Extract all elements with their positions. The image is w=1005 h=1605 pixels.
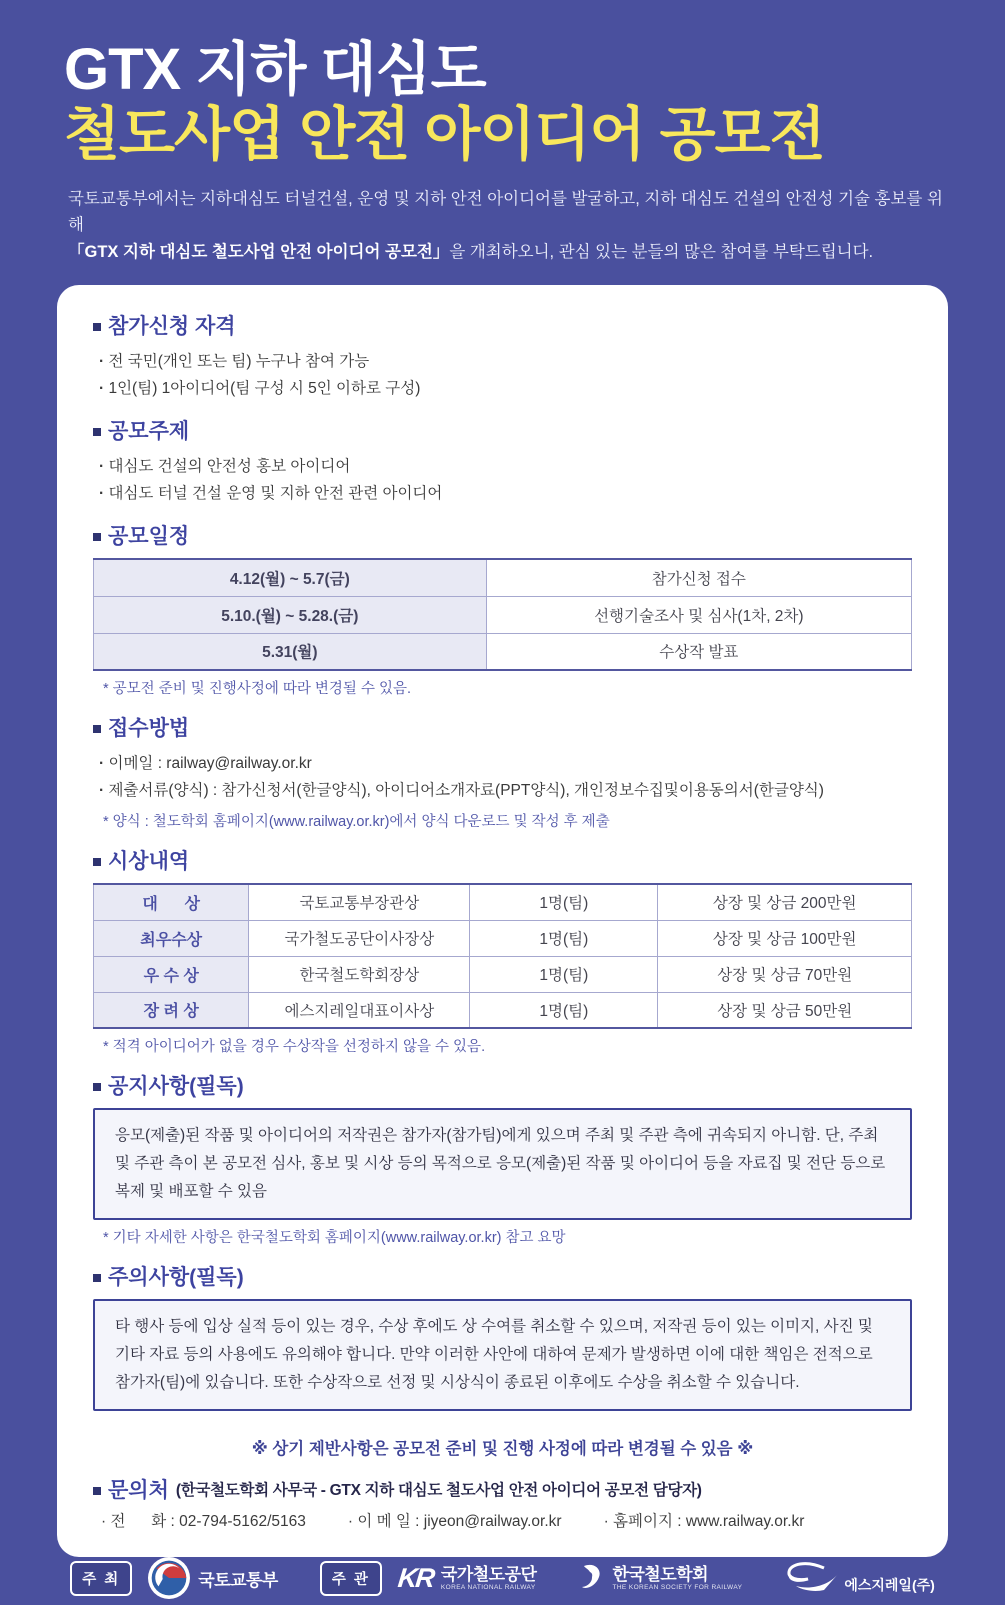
intro-contest-name: 「GTX 지하 대심도 철도사업 안전 아이디어 공모전」 <box>68 242 450 261</box>
list-item: · 1인(팀) 1아이디어(팀 구성 시 5인 이하로 구성) <box>99 375 912 402</box>
notice-box: 응모(제출)된 작품 및 아이디어의 저작권은 참가자(참가팀)에게 있으며 주최 및 주관 측에 귀속되지 아니함. 단, 주최 및 주관 측이 본 공모전 심사, 홍보 및 시상 등의 목적으로 응모(제출)된 작품 및 아이디어 등을 자료집 및 전단 등으로 복제 및 배포할 수 있음 <box>93 1108 912 1220</box>
notice-heading <box>93 1075 912 1099</box>
award-row <box>94 956 912 992</box>
section-awards <box>93 850 912 1057</box>
prize-cell: 에스지레일대표이사상 <box>249 992 470 1028</box>
ksr-swoosh-icon <box>578 1563 604 1593</box>
content-card <box>57 285 948 1557</box>
contact-title: 문의처 <box>108 1479 169 1503</box>
grade-cell: 최우수상 <box>94 920 249 956</box>
eligibility-list <box>93 348 912 402</box>
awards-table <box>93 883 912 1029</box>
contact-email: · 이 메 일 : jiyeon@railway.or.kr <box>347 1513 562 1531</box>
reward-cell: 상장 및 상금 50만원 <box>658 992 912 1028</box>
grade-cell: 우 수 상 <box>94 956 249 992</box>
awards-note: * 적격 아이디어가 없을 경우 수상작을 선정하지 않을 수 있음. <box>103 1039 486 1056</box>
apply-documents: · 제출서류(양식) : 참가신청서(한글양식), 아이디어소개자료(PPT양식), 개인정보수집및이용동의서(한글양식) <box>99 777 912 804</box>
reward-cell: 상장 및 상금 200만원 <box>658 884 912 920</box>
contact-homepage: · 홈페이지 : www.railway.or.kr <box>603 1513 805 1531</box>
poster-title-line2: 철도사업 안전 아이디어 공모전 <box>64 101 825 167</box>
square-bullet-icon <box>93 858 101 866</box>
schedule-row <box>94 559 912 596</box>
event-cell: 참가신청 접수 <box>486 559 911 596</box>
intro-paragraph <box>64 186 948 265</box>
section-schedule <box>93 525 912 699</box>
schedule-table <box>93 558 912 671</box>
schedule-note: * 공모전 준비 및 진행사정에 따라 변경될 수 있음. <box>103 681 412 698</box>
section-caution <box>93 1266 912 1411</box>
contact-row <box>93 1509 912 1531</box>
apply-list <box>93 750 912 804</box>
molit-name: 국토교통부 <box>198 1570 278 1590</box>
awards-heading <box>93 850 912 874</box>
poster-title-line1: GTX 지하 대심도 <box>64 37 486 102</box>
apply-email: · 이메일 : railway@railway.or.kr <box>99 750 912 777</box>
ksr-name: 한국철도학회 <box>612 1564 708 1584</box>
knr-name: 국가철도공단 <box>440 1564 537 1584</box>
knr-logo <box>398 1563 537 1594</box>
square-bullet-icon <box>93 1083 101 1091</box>
schedule-row <box>94 633 912 670</box>
award-row <box>94 992 912 1028</box>
notice-note: * 기타 자세한 사항은 한국철도학회 홈페이지(www.railway.or.kr) 참고 요망 <box>103 1230 566 1247</box>
sgrail-name: 에스지레일(주) <box>844 1577 935 1594</box>
square-bullet-icon <box>93 1487 101 1495</box>
apply-title: 접수방법 <box>108 717 190 741</box>
awards-title: 시상내역 <box>108 850 190 874</box>
eligibility-title: 참가신청 자격 <box>108 315 236 339</box>
host-badge: 주 최 <box>70 1561 132 1596</box>
square-bullet-icon <box>93 323 101 331</box>
reward-cell: 상장 및 상금 100만원 <box>658 920 912 956</box>
square-bullet-icon <box>93 428 101 436</box>
intro-line2-rest: 을 개최하오니, 관심 있는 분들의 많은 참여를 부탁드립니다. <box>449 242 874 261</box>
event-cell: 선행기술조사 및 심사(1차, 2차) <box>486 596 911 633</box>
period-cell: 4.12(월) ~ 5.7(금) <box>94 559 487 596</box>
molit-logo <box>148 1557 278 1599</box>
apply-note: * 양식 : 철도학회 홈페이지(www.railway.or.kr)에서 양식 다운로드 및 작성 후 제출 <box>103 814 610 831</box>
award-row <box>94 884 912 920</box>
count-cell: 1명(팀) <box>470 992 658 1028</box>
eligibility-heading <box>93 315 912 339</box>
list-item: · 대심도 건설의 안전성 홍보 아이디어 <box>99 453 912 480</box>
schedule-row <box>94 596 912 633</box>
sgrail-logo <box>784 1560 934 1596</box>
taegeuk-icon <box>148 1557 190 1599</box>
count-cell: 1명(팀) <box>470 920 658 956</box>
ksr-subtext: THE KOREAN SOCIETY FOR RAILWAY <box>612 1584 743 1592</box>
section-apply <box>93 717 912 832</box>
event-cell: 수상작 발표 <box>486 633 911 670</box>
contact-phone: · 전 화 : 02-794-5162/5163 <box>101 1513 306 1531</box>
section-topic <box>93 420 912 507</box>
ksr-logo <box>578 1563 742 1593</box>
grade-cell: 대 상 <box>94 884 249 920</box>
caution-box: 타 행사 등에 입상 실적 등이 있는 경우, 수상 후에도 상 수여를 취소할 수 있으며, 저작권 등이 있는 이미지, 사진 및 기타 자료 등의 사용에도 유의해야 합니다. 만약 이러한 사안에 대하여 문제가 발생하면 이에 대한 책임은 전적으로 참가자(팀)에 있습니다. 또한 수상작으로 선정 및 시상식이 종료된 이후에도 수상을 취소할 수 있습니다. <box>93 1299 912 1411</box>
prize-cell: 한국철도학회장상 <box>249 956 470 992</box>
topic-title: 공모주제 <box>108 420 190 444</box>
square-bullet-icon <box>93 1274 101 1282</box>
section-contact <box>93 1479 912 1531</box>
period-cell: 5.31(월) <box>94 633 487 670</box>
notice-title: 공지사항(필독) <box>108 1075 244 1099</box>
list-item: · 전 국민(개인 또는 팀) 누구나 참여 가능 <box>99 348 912 375</box>
footer-logos <box>0 1557 1005 1605</box>
organizer-badge: 주 관 <box>320 1561 382 1596</box>
list-item: · 대심도 터널 건설 운영 및 지하 안전 관련 아이디어 <box>99 480 912 507</box>
intro-line1: 국토교통부에서는 지하대심도 터널건설, 운영 및 지하 안전 아이디어를 발굴하고, 지하 대심도 건설의 안전성 기술 홍보를 위해 <box>68 189 943 235</box>
caution-title: 주의사항(필독) <box>108 1266 244 1290</box>
schedule-title: 공모일정 <box>108 525 190 549</box>
square-bullet-icon <box>93 725 101 733</box>
square-bullet-icon <box>93 533 101 541</box>
count-cell: 1명(팀) <box>470 884 658 920</box>
hero <box>0 0 1005 265</box>
topic-heading <box>93 420 912 444</box>
period-cell: 5.10.(월) ~ 5.28.(금) <box>94 596 487 633</box>
award-row <box>94 920 912 956</box>
grade-cell: 장 려 상 <box>94 992 249 1028</box>
topic-list <box>93 453 912 507</box>
apply-heading <box>93 717 912 741</box>
count-cell: 1명(팀) <box>470 956 658 992</box>
prize-cell: 국가철도공단이사장상 <box>249 920 470 956</box>
change-notice: ※ 상기 제반사항은 공모전 준비 및 진행 사정에 따라 변경될 수 있음 ※ <box>251 1440 754 1459</box>
schedule-heading <box>93 525 912 549</box>
section-eligibility <box>93 315 912 402</box>
reward-cell: 상장 및 상금 70만원 <box>658 956 912 992</box>
kr-mark-icon: KR <box>396 1562 435 1593</box>
prize-cell: 국토교통부장관상 <box>249 884 470 920</box>
contact-heading <box>93 1479 912 1503</box>
knr-subtext: KOREA NATIONAL RAILWAY <box>440 1584 536 1592</box>
caution-heading <box>93 1266 912 1290</box>
contact-subtitle: (한국철도학회 사무국 - GTX 지하 대심도 철도사업 안전 아이디어 공모전 담당자) <box>175 1482 702 1500</box>
sgrail-swoosh-icon <box>784 1560 842 1596</box>
section-notice <box>93 1075 912 1248</box>
